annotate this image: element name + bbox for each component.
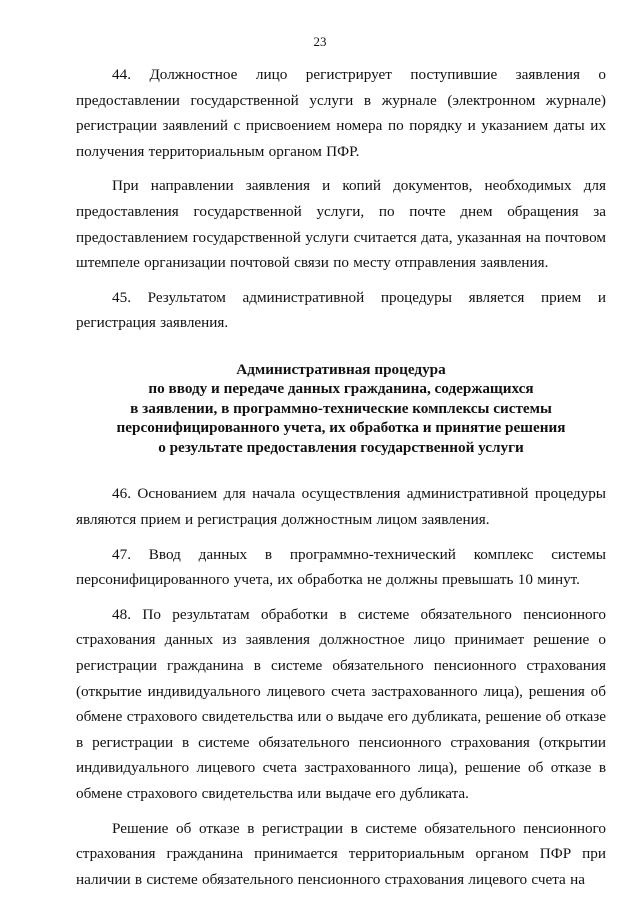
paragraph-mail-submission: При направлении заявления и копий документов, необходимых для предоставления государственной услуги, по почте днем обращения за предоставлением государственной услуги считается дата, указанная на почтовом штемпеле организации почтовой связи по месту отправления заявления.	[76, 177, 606, 272]
paragraph-48: 48. По результатам обработки в системе обязательного пенсионного страхования данных из заявления должностное лицо принимает решение о регистрации гражданина в системе обязательного пенсионного страхования (открытие индивидуального лицевого счета застрахованного лица), решения об обмене страхового свидетельства или о выдаче его дубликата, решение об отказе в регистрации в системе обязательного пенсионного страхования (открытии индивидуального лицевого счета застрахованного лица), решение об отказе в обмене страхового свидетельства или выдаче его дубликата.	[76, 605, 606, 802]
paragraph-44: 44. Должностное лицо регистрирует поступившие заявления о предоставлении государственной услуги в журнале (электронном журнале) регистрации заявлений с присвоением номера по порядку и указанием даты их получения территориальным органом ПФР.	[76, 66, 606, 160]
section-heading-line: о результате предоставления государственной услуги	[158, 438, 524, 456]
section-heading-line: Административная процедура	[236, 360, 446, 378]
section-heading	[76, 360, 606, 458]
section-heading-line: по вводу и передаче данных гражданина, содержащихся	[148, 380, 534, 398]
page-number: 23	[313, 34, 327, 49]
section-heading-line: персонифицированного учета, их обработка и принятие решения	[116, 419, 566, 437]
section-heading-line: в заявлении, в программно-технические комплексы системы	[130, 399, 552, 417]
page-content	[76, 62, 606, 892]
paragraph-46: 46. Основанием для начала осуществления административной процедуры являются прием и регистрация должностным лицом заявления.	[76, 485, 606, 529]
paragraph-refusal-decision: Решение об отказе в регистрации в системе обязательного пенсионного страхования гражданина принимается территориальным органом ПФР при наличии в системе обязательного пенсионного страхования лицевого счета на	[76, 819, 606, 888]
paragraph-47: 47. Ввод данных в программно-технический комплекс системы персонифицированного учета, их обработка не должны превышать 10 минут.	[76, 545, 606, 589]
paragraph-45: 45. Результатом административной процедуры является прием и регистрация заявления.	[76, 288, 606, 332]
